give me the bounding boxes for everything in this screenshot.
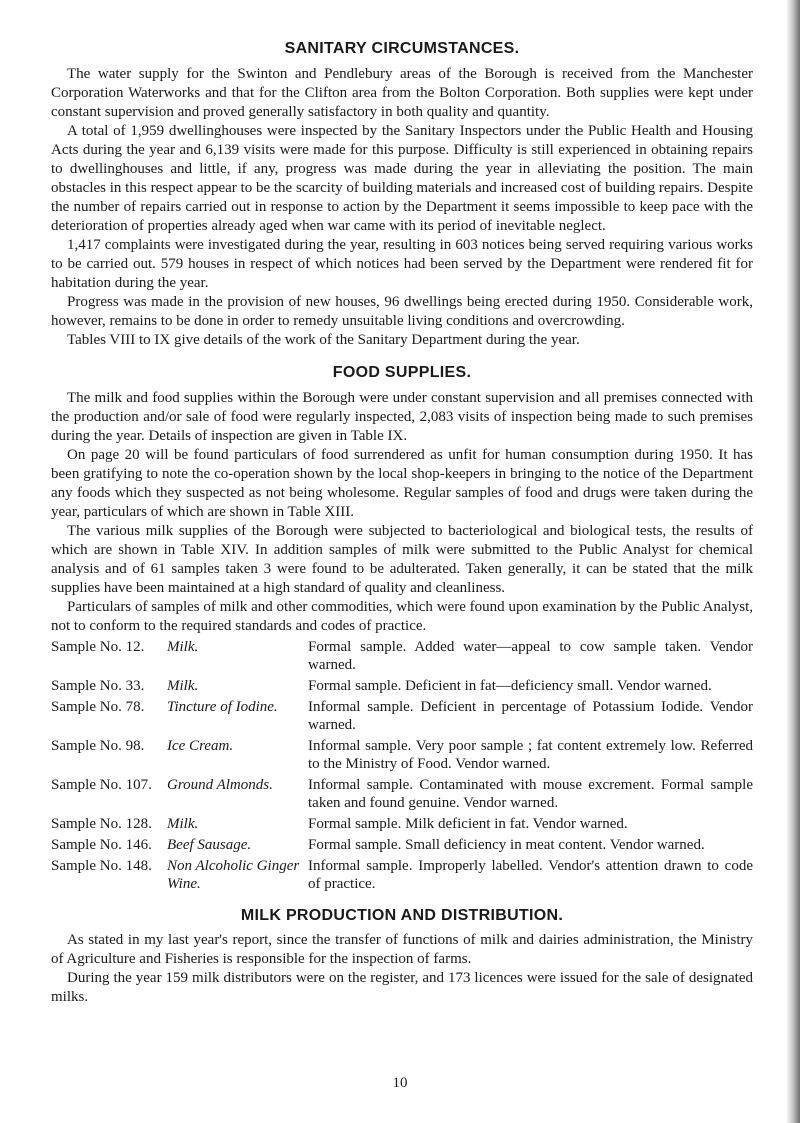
sample-remarks: Formal sample. Added water—appeal to cow sample taken. Vendor warned. [308, 639, 753, 673]
document-page [51, 40, 753, 1007]
sample-item: Milk. [167, 678, 199, 694]
sample-number: Sample No. 98. [51, 738, 145, 754]
table-row [51, 677, 753, 698]
table-row [51, 776, 753, 815]
sample-remarks: Formal sample. Milk deficient in fat. Vendor warned. [308, 816, 628, 832]
paragraph-dwellinghouses: A total of 1,959 dwellinghouses were inspected by the Sanitary Inspectors under the Public Health and Housing Acts during the year and 6,139 visits were made for this purpose. Difficulty is still experienced in obtaining repairs to dwellinghouses and little, if any, progress was made during the year in alleviating the position. The main obstacles in this respect appear to be the scarcity of building materials and increased cost of building repairs. Despite the number of repairs carried out in response to action by the Department it seems impossible to keep pace with the deterioration of properties already aged when war came with its period of inevitable neglect. [51, 123, 753, 234]
table-row [51, 698, 753, 737]
table-row [51, 638, 753, 677]
sample-remarks: Formal sample. Deficient in fat—deficiency small. Vendor warned. [308, 678, 712, 694]
sample-number: Sample No. 146. [51, 837, 152, 853]
sample-remarks: Informal sample. Contaminated with mouse excrement. Formal sample taken and found genuine. Vendor warned. [308, 777, 753, 811]
sample-number: Sample No. 12. [51, 639, 145, 655]
sample-number: Sample No. 33. [51, 678, 145, 694]
sample-number: Sample No. 78. [51, 699, 145, 715]
sample-item: Ground Almonds. [167, 777, 273, 793]
page-number: 10 [392, 1075, 408, 1091]
sample-number: Sample No. 148. [51, 858, 152, 874]
sample-item: Ice Cream. [167, 738, 234, 754]
sample-item: Milk. [167, 639, 199, 655]
table-row [51, 737, 753, 776]
table-row [51, 836, 753, 857]
sample-item: Beef Sausage. [167, 837, 252, 853]
sample-remarks: Informal sample. Deficient in percentage of Potassium Iodide. Vendor warned. [308, 699, 753, 733]
sample-remarks: Informal sample. Improperly labelled. Vendor's attention drawn to code of practice. [308, 858, 753, 892]
sample-remarks: Informal sample. Very poor sample ; fat content extremely low. Referred to the Ministry of Food. Vendor warned. [308, 738, 753, 772]
sample-item: Tincture of Iodine. [167, 699, 278, 715]
sample-number: Sample No. 107. [51, 777, 152, 793]
paragraph-milk-tests: The various milk supplies of the Borough were subjected to bacteriological and biological tests, the results of which are shown in Table XIV. In addition samples of milk were submitted to the Public Analyst for chemical analysis and of 61 samples taken 3 were found to be adulterated. Taken generally, it can be stated that the milk supplies have been maintained at a high standard of quality and cleanliness. [51, 523, 753, 596]
paragraph-food-supervision: The milk and food supplies within the Borough were under constant supervision and all premises connected with the production and/or sale of food were regularly inspected, 2,083 visits of inspection being made to such premises during the year. Details of inspection are given in Table IX. [51, 390, 753, 444]
table-row [51, 815, 753, 836]
paragraph-milk-distributors: During the year 159 milk distributors were on the register, and 173 licences were issued for the sale of designated milks. [51, 970, 753, 1005]
paragraph-new-houses: Progress was made in the provision of new houses, 96 dwellings being erected during 1950. Considerable work, however, remains to be done in order to remedy unsuitable living conditions and overcrowding. [51, 294, 753, 329]
paragraph-milk-administration: As stated in my last year's report, since the transfer of functions of milk and dairies administration, the Ministry of Agriculture and Fisheries is responsible for the inspection of farms. [51, 932, 753, 967]
sample-number: Sample No. 128. [51, 816, 152, 832]
paragraph-samples-intro: Particulars of samples of milk and other commodities, which were found upon examination by the Public Analyst, not to conform to the required standards and codes of practice. [51, 599, 753, 634]
sample-remarks: Formal sample. Small deficiency in meat content. Vendor warned. [308, 837, 705, 853]
paragraph-food-surrendered: On page 20 will be found particulars of food surrendered as unfit for human consumption during 1950. It has been gratifying to note the co-operation shown by the local shop-keepers in bringing to the notice of the Department any foods which they suspected as not being wholesome. Regular samples of food and drugs were taken during the year, particulars of which are shown in Table XIII. [51, 447, 753, 520]
section-heading-milk: MILK PRODUCTION AND DISTRIBUTION. [240, 907, 564, 924]
sample-item: Non Alcoholic Ginger Wine. [167, 858, 300, 892]
table-row [51, 857, 753, 896]
paragraph-tables: Tables VIII to IX give details of the work of the Sanitary Department during the year. [67, 332, 580, 348]
section-heading-food: FOOD SUPPLIES. [332, 364, 472, 381]
paragraph-complaints: 1,417 complaints were investigated during the year, resulting in 603 notices being served requiring various works to be carried out. 579 houses in respect of which notices had been served by the Department were rendered fit for habitation during the year. [51, 237, 753, 291]
samples-table [51, 638, 753, 896]
sample-item: Milk. [167, 816, 199, 832]
paragraph-water-supply: The water supply for the Swinton and Pendlebury areas of the Borough is received from the Manchester Corporation Waterworks and that for the Clifton area from the Bolton Corporation. Both supplies were kept under constant supervision and proved generally satisfactory in both quality and quantity. [51, 66, 753, 120]
scanned-page-edge [786, 0, 800, 1123]
section-heading-sanitary: SANITARY CIRCUMSTANCES. [284, 40, 520, 57]
